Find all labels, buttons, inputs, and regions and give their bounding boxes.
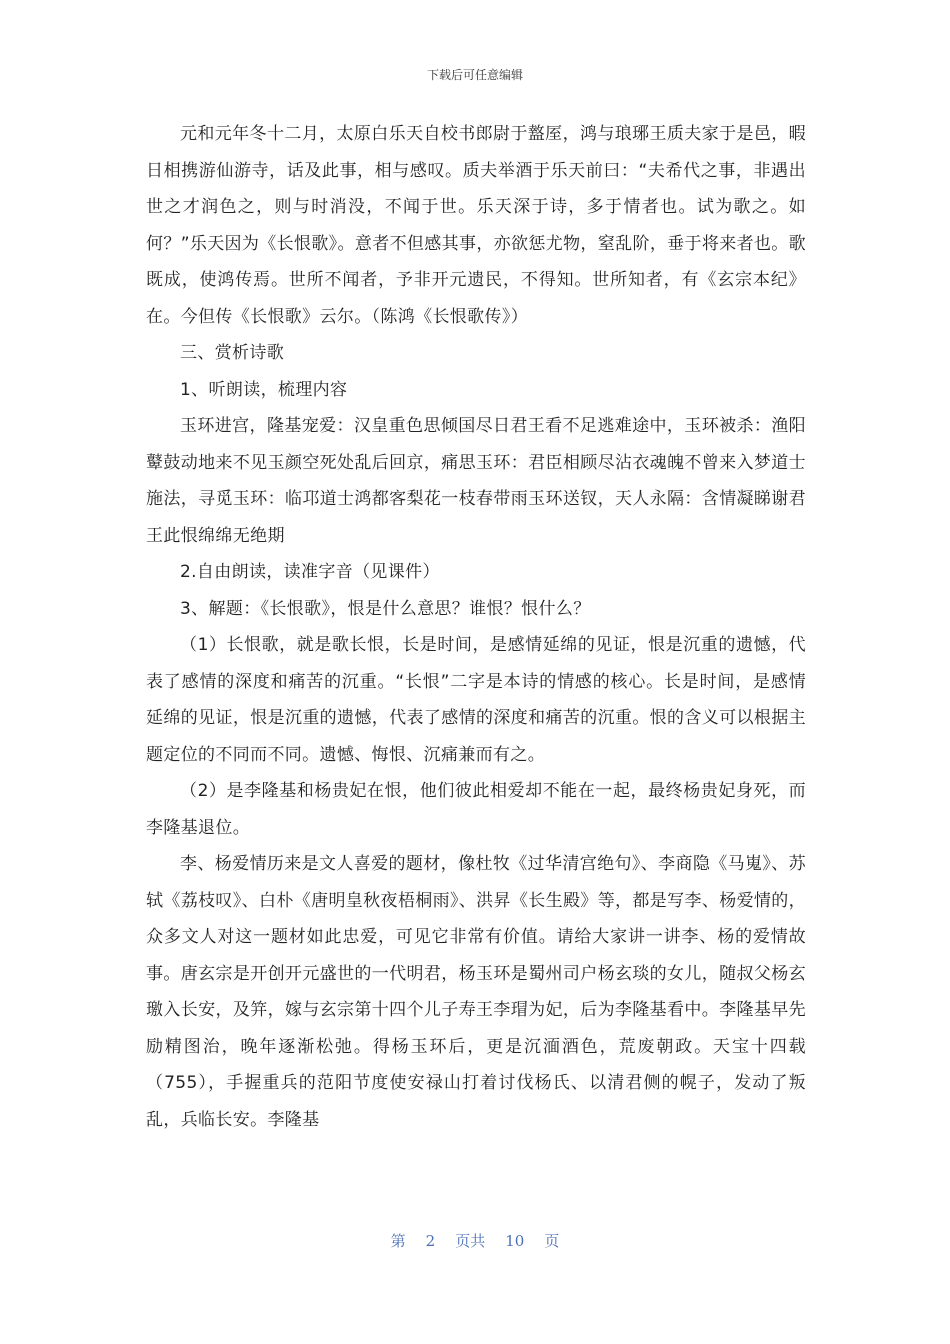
footer-page-number: 2: [425, 1232, 436, 1250]
paragraph-story: 李、杨爱情历来是文人喜爱的题材，像杜牧《过华清宫绝句》、李商隐《马嵬》、苏轼《荔枝叹》、白朴《唐明皇秋夜梧桐雨》、洪昇《长生殿》等，都是写李、杨爱情的，众多文人对这一题材如此忠爱，可见它非常有价值。请给大家讲一讲李、杨的爱情故事。唐玄宗是开创开元盛世的一代明君，杨玉环是蜀州司户杨玄琰的女儿，随叔父杨玄璬入长安，及笄，嫁与玄宗第十四个儿子寿王李瑁为妃，后为李隆基看中。李隆基早先励精图治，晚年逐渐松弛。得杨玉环后，更是沉湎酒色，荒废朝政。天宝十四载（755），手握重兵的范阳节度使安禄山打着讨伐杨氏、以清君侧的幌子，发动了叛乱，兵临长安。李隆基: [146, 854, 806, 1130]
paragraph-point-2: （2）是李隆基和杨贵妃在恨，他们彼此相爱却不能在一起，最终杨贵妃身死，而李隆基退位。: [146, 781, 806, 838]
subheading-listen: 1、听朗读，梳理内容: [180, 379, 348, 400]
footer-middle: 页共: [455, 1232, 486, 1250]
footer-total-pages: 10: [505, 1232, 525, 1250]
paragraph-outline: 玉环进宫，隆基宠爱：汉皇重色思倾国尽日君王看不足逃难途中，玉环被杀：渔阳鼙鼓动地来不见玉颜空死处乱后回京，痛思玉环：君臣相顾尽沾衣魂魄不曾来入梦道士施法，寻觅玉环：临邛道士鸿都客梨花一枝春带雨玉环送钗，天人永隔：含情凝睇谢君王此恨绵绵无绝期: [146, 416, 806, 546]
footer-prefix: 第: [390, 1232, 406, 1250]
subheading-title-analysis: 3、解题：《长恨歌》，恨是什么意思？谁恨？恨什么？: [180, 598, 591, 619]
subheading-read: 2.自由朗读，读准字音（见课件）: [180, 562, 440, 582]
page-header: 下载后可任意编辑: [426, 68, 523, 82]
footer-suffix: 页: [544, 1232, 560, 1250]
paragraph-point-1: （1）长恨歌，就是歌长恨，长是时间，是感情延绵的见证，恨是沉重的遗憾，代表了感情的深度和痛苦的沉重。“长恨”二字是本诗的情感的核心。长是时间，是感情延绵的见证，恨是沉重的遗憾，代表了感情的深度和痛苦的沉重。恨的含义可以根据主题定位的不同而不同。遗憾、悔恨、沉痛兼而有之。: [146, 635, 806, 765]
page-footer: [0, 1230, 950, 1251]
section-heading: 三、赏析诗歌: [180, 343, 285, 363]
paragraph-preface: 元和元年冬十二月，太原白乐天自校书郎尉于盩厔，鸿与琅琊王质夫家于是邑，暇日相携游仙游寺，话及此事，相与感叹。质夫举酒于乐天前曰：“夫希代之事，非遇出世之才润色之，则与时消没，不闻于世。乐天深于诗，多于情者也。试为歌之。如何？”乐天因为《长恨歌》。意者不但感其事，亦欲惩尤物，窒乱阶，垂于将来者也。歌既成，使鸿传焉。世所不闻者，予非开元遗民，不得知。世所知者，有《玄宗本纪》在。今但传《长恨歌》云尔。（陈鸿《长恨歌传》）: [146, 124, 806, 327]
document-body: [146, 116, 806, 1138]
